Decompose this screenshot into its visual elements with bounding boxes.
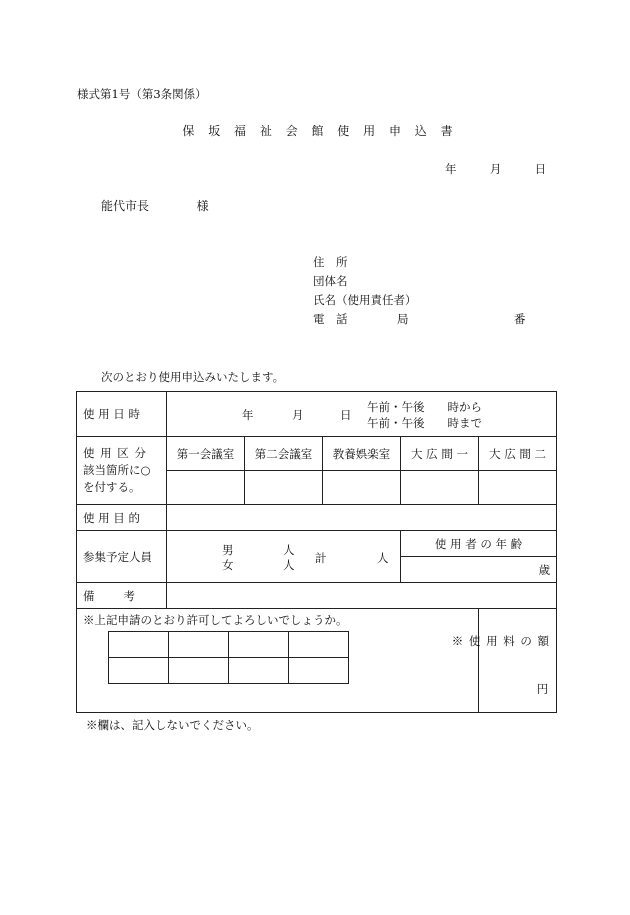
purpose-row — [77, 505, 557, 531]
remarks-row — [77, 583, 557, 609]
stamp-box[interactable] — [169, 658, 229, 684]
total-unit: 人 — [377, 551, 389, 565]
category-row-1 — [77, 437, 557, 471]
datetime-label: 使 用 日 時 — [83, 407, 140, 421]
fee-cell[interactable] — [451, 609, 557, 713]
category-label-1: 使 用 区 分 — [83, 446, 147, 460]
attendees-label: 参集予定人員 — [77, 531, 167, 583]
approval-cell — [77, 609, 479, 713]
male-unit: 人 — [283, 543, 295, 557]
document-title: 保 坂 福 祉 会 館 使 用 申 込 書 — [182, 124, 458, 138]
dt-to: 午前・午後 時まで — [367, 416, 482, 430]
room-3: 教養娯楽室 — [323, 437, 401, 471]
remarks-field[interactable] — [167, 583, 557, 609]
phone-number: 番 — [514, 312, 526, 326]
name-label: 氏名（使用責任者） — [313, 293, 417, 307]
date-day: 日 — [534, 162, 547, 176]
phone-exchange: 局 — [397, 312, 409, 326]
date-line — [445, 161, 546, 177]
address-label: 住 所 — [313, 255, 348, 269]
approval-row — [77, 609, 557, 713]
purpose-field[interactable] — [167, 505, 557, 531]
age-field[interactable] — [401, 557, 557, 583]
intro-text: 次のとおり使用申込みいたします。 — [101, 370, 285, 384]
female-label: 女 — [222, 558, 234, 572]
purpose-label: 使 用 目 的 — [77, 505, 167, 531]
datetime-row — [77, 392, 557, 437]
total-label: 計 — [315, 551, 327, 565]
footnote: ※欄は、記入しないでください。 — [86, 718, 259, 732]
remarks-label: 備 考 — [77, 583, 167, 609]
dt-from: 午前・午後 時から — [367, 400, 482, 414]
addressee-honorific: 様 — [196, 199, 209, 213]
room-2-mark[interactable] — [245, 471, 323, 505]
stamp-box[interactable] — [229, 658, 289, 684]
addressee-name: 能代市長 — [101, 199, 150, 213]
form-number: 様式第1号（第3条関係） — [77, 87, 207, 101]
stamp-box[interactable] — [169, 632, 229, 658]
attendees-field[interactable] — [167, 531, 401, 583]
category-label-cell — [77, 437, 167, 505]
room-4: 大 広 間 一 — [401, 437, 479, 471]
category-label-3: を付する。 — [83, 480, 141, 494]
category-label-2: 該当箇所に○ — [83, 463, 151, 477]
datetime-label-cell — [77, 392, 167, 437]
room-4-mark[interactable] — [401, 471, 479, 505]
stamp-box[interactable] — [229, 632, 289, 658]
room-5-mark[interactable] — [479, 471, 557, 505]
male-label: 男 — [222, 543, 234, 557]
approval-text: ※上記申請のとおり許可してよろしいでしょうか。 — [83, 613, 348, 627]
stamp-box[interactable] — [289, 658, 349, 684]
group-label: 団体名 — [313, 274, 348, 288]
fee-unit: 円 — [536, 682, 549, 696]
room-1: 第一会議室 — [167, 437, 245, 471]
phone-label: 電 話 — [313, 312, 348, 326]
datetime-field[interactable] — [167, 392, 557, 437]
room-2: 第二会議室 — [245, 437, 323, 471]
application-table — [76, 391, 557, 713]
approval-stamp-grid — [108, 631, 349, 684]
attendees-row-1 — [77, 531, 557, 557]
room-3-mark[interactable] — [323, 471, 401, 505]
addressee — [101, 197, 209, 214]
date-month: 月 — [489, 162, 502, 176]
stamp-box[interactable] — [289, 632, 349, 658]
date-year: 年 — [445, 162, 457, 176]
female-unit: 人 — [283, 558, 295, 572]
age-unit: 歳 — [538, 562, 551, 577]
stamp-box[interactable] — [109, 658, 169, 684]
room-5: 大 広 間 二 — [479, 437, 557, 471]
dt-month: 月 — [292, 408, 304, 422]
fee-label: ※ 使 用 料 の 額 — [451, 634, 551, 648]
room-1-mark[interactable] — [167, 471, 245, 505]
stamp-box[interactable] — [109, 632, 169, 658]
dt-day: 日 — [340, 408, 352, 422]
dt-year: 年 — [242, 408, 254, 422]
age-label: 使 用 者 の 年 齢 — [401, 531, 557, 557]
